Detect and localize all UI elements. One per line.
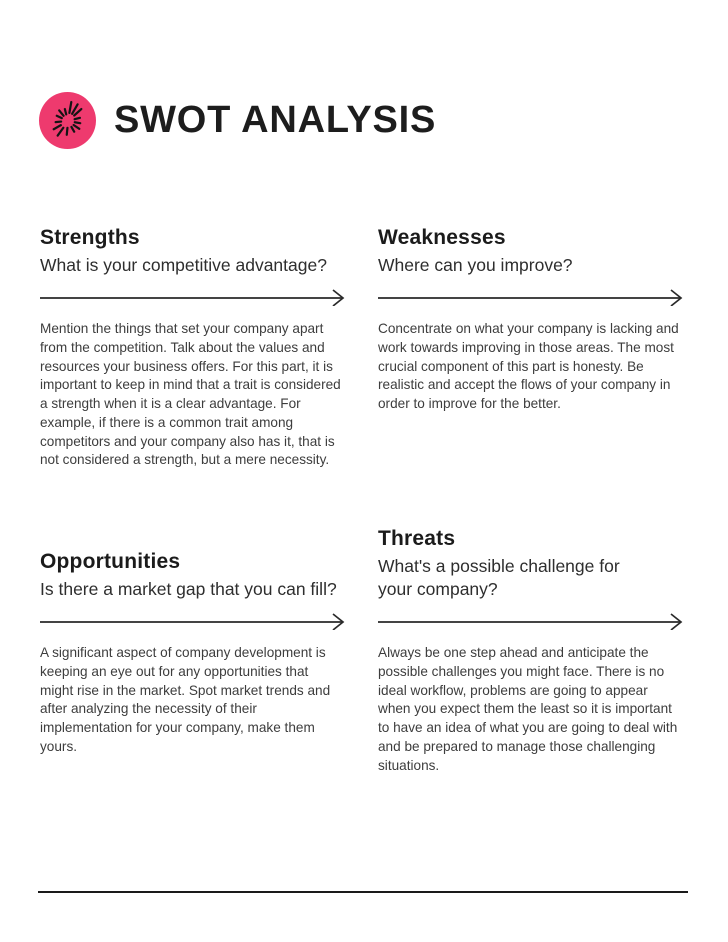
page-title: SWOT ANALYSIS — [114, 99, 437, 141]
footer-divider — [38, 891, 688, 893]
opportunities-heading: Opportunities — [40, 549, 181, 573]
threats-body: Always be one step ahead and anticipate the possible challenges you might face. There is no ideal workflow, problems are going to appear when you expect them the least so it is important to have an idea of what you are going to deal with and be prepared to manage those challenging situations. — [378, 645, 678, 773]
quadrant-threats — [378, 513, 683, 775]
threats-question: What's a possible challenge for your company? — [378, 555, 620, 599]
threats-heading: Threats — [378, 526, 456, 550]
strengths-arrow — [40, 288, 345, 306]
quadrant-weaknesses — [378, 226, 683, 414]
burst-icon — [46, 99, 90, 143]
opportunities-arrow — [40, 612, 345, 630]
opportunities-question: Is there a market gap that you can fill? — [40, 578, 337, 599]
threats-arrow — [378, 612, 683, 630]
weaknesses-head — [378, 226, 683, 277]
opportunities-body: A significant aspect of company development is keeping an eye out for any opportunities that might rise in the market. Spot market trends and after analyzing the necessity of their implementation for your company, make them yours. — [40, 645, 331, 754]
right-arrow-icon — [378, 288, 683, 306]
header — [39, 92, 688, 149]
strengths-heading: Strengths — [40, 226, 140, 249]
logo-circle — [39, 92, 96, 149]
weaknesses-question: Where can you improve? — [378, 255, 573, 275]
right-arrow-icon — [40, 288, 345, 306]
weaknesses-body: Concentrate on what your company is lacking and work towards improving in those areas. The most crucial component of this part is honesty. Be realistic and accept the flows of your company in order to improve for the better. — [378, 321, 679, 412]
quadrant-opportunities — [40, 513, 345, 757]
right-arrow-icon — [378, 612, 683, 630]
strengths-question: What is your competitive advantage? — [40, 255, 327, 275]
opportunities-head — [40, 513, 345, 601]
right-arrow-icon — [40, 612, 345, 630]
weaknesses-heading: Weaknesses — [378, 226, 506, 249]
strengths-head — [40, 226, 345, 277]
weaknesses-arrow — [378, 288, 683, 306]
quadrant-grid — [40, 226, 683, 775]
strengths-body: Mention the things that set your company apart from the competition. Talk about the values and resources your business offers. For this part, it is important to keep in mind that a trait is considered a strength when it is a clear advantage. For example, if there is a common trait among competitors and your company also has it, that is not considered a strength, but a mere necessity. — [40, 321, 341, 468]
threats-head — [378, 513, 683, 601]
quadrant-strengths — [40, 226, 345, 470]
